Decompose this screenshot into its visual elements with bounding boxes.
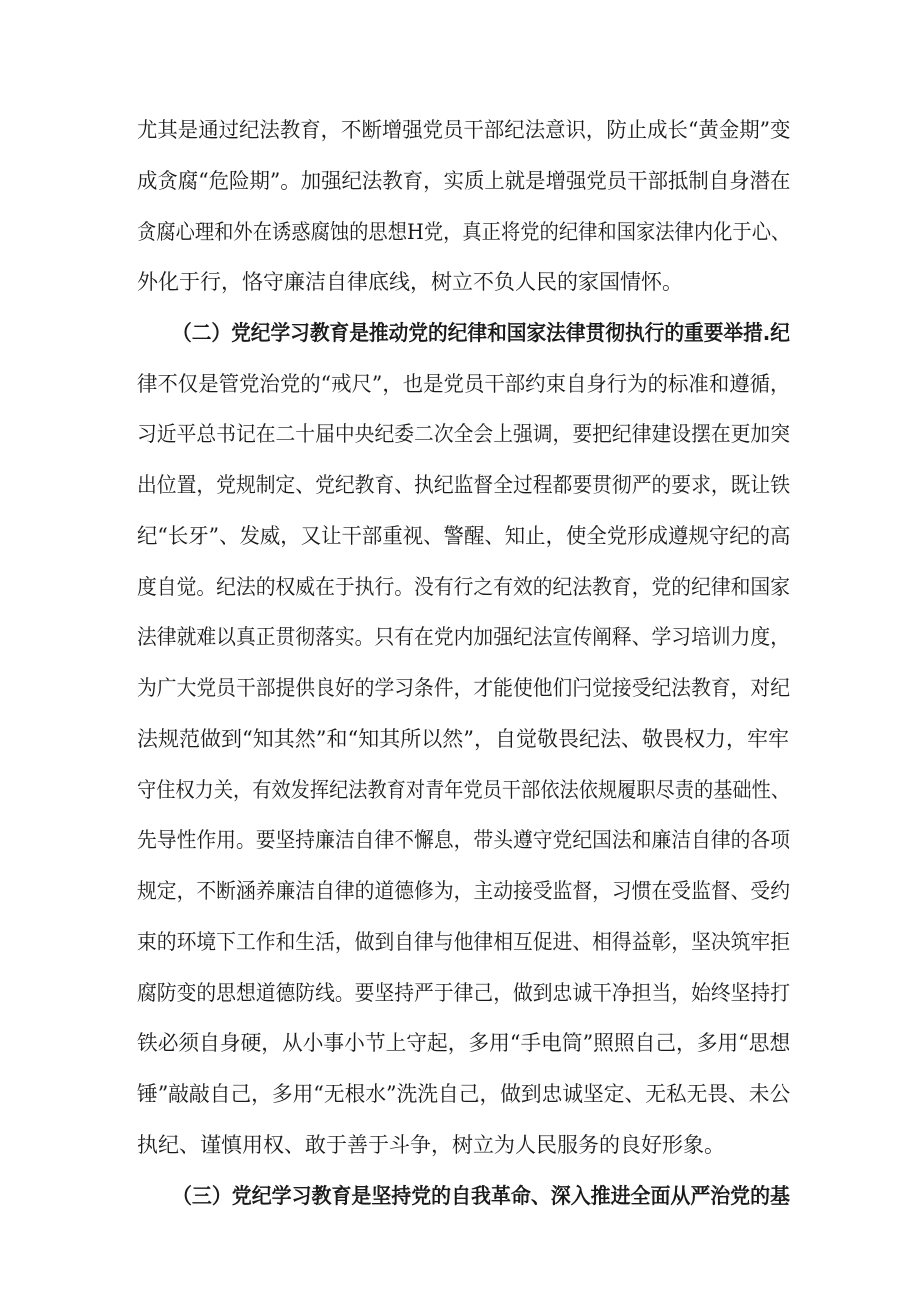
body-text-line: 束的环境下工作和生活，做到自律与他律相互促进、相得益彰，坚决筑牢拒 — [137, 930, 791, 954]
body-text-line: 铁必须自身硬，从小事小节上守起，多用“手电筒”照照自己，多用“思想 — [137, 1031, 791, 1055]
body-text-line: 外化于行，恪守廉洁自律底线，树立不负人民的家国情怀。 — [137, 270, 683, 294]
body-text-line: 法规范做到“知其然”和“知其所以然”，自觉敬畏纪法、敬畏权力，牢牢 — [137, 727, 789, 751]
body-text-line: 律不仅是管党治党的“戒尺”，也是党员干部约束自身行为的标准和遵循， — [137, 372, 791, 396]
body-text-line: 度自觉。纪法的权威在于执行。没有行之有效的纪法教育，党的纪律和国家 — [137, 575, 791, 599]
body-text-line: 为广大党员干部提供良好的学习条件，才能使他们闩觉接受纪法教育，对纪 — [137, 676, 791, 700]
body-text-line: 腐防变的思想道德防线。要坚持严于律己，做到忠诚干净担当，始终坚持打 — [137, 981, 791, 1005]
body-text-line: 法律就难以真正贯彻落实。只有在党内加强纪法宣传阐释、学习培训力度， — [137, 625, 791, 649]
body-text-line: 成贪腐“危险期”。加强纪法教育，实质上就是增强党员干部抵制自身潜在 — [137, 169, 791, 193]
body-text-line: 锤”敲敲自己，多用“无根水”洗洗自己，做到忠诚坚定、无私无畏、未公 — [137, 1082, 791, 1106]
section-heading-2: （二）党纪学习教育是推动党的纪律和国家法律贯彻执行的重要举措.纪 — [172, 321, 790, 345]
body-text-line: 出位置，党规制定、党纪教育、执纪监督全过程都要贯彻严的要求，既让铁 — [137, 473, 791, 497]
section-heading-3: （三）党纪学习教育是坚持党的自我革命、深入推进全面从严治党的基 — [172, 1184, 790, 1208]
body-text-line: 贪腐心理和外在诱惑腐蚀的思想H党，真正将党的纪律和国家法律内化于心、 — [137, 220, 791, 244]
body-text-line: 习近平总书记在二十届中央纪委二次全会上强调，要把纪律建设摆在更加突 — [137, 422, 791, 446]
body-text-line: 纪“长牙”、发威，又让干部重视、警醒、知止，使全党形成遵规守纪的高 — [137, 524, 791, 548]
body-text-line: 规定，不断涵养廉洁自律的道德修为，主动接受监督，习惯在受监督、受约 — [137, 879, 791, 903]
body-text-line: 尤其是通过纪法教育，不断增强党员干部纪法意识，防止成长“黄金期”变 — [137, 118, 791, 142]
body-text-line: 执纪、谨慎用权、敢于善于斗争，树立为人民服务的良好形象。 — [137, 1133, 725, 1157]
body-text-line: 先导性作用。要坚持廉洁自律不懈息，带头遵守党纪国法和廉洁自律的各项 — [137, 828, 791, 852]
body-text-line: 守住权力关，有效发挥纪法教育对青年党员干部依法依规履职尽责的基础性、 — [137, 778, 791, 802]
